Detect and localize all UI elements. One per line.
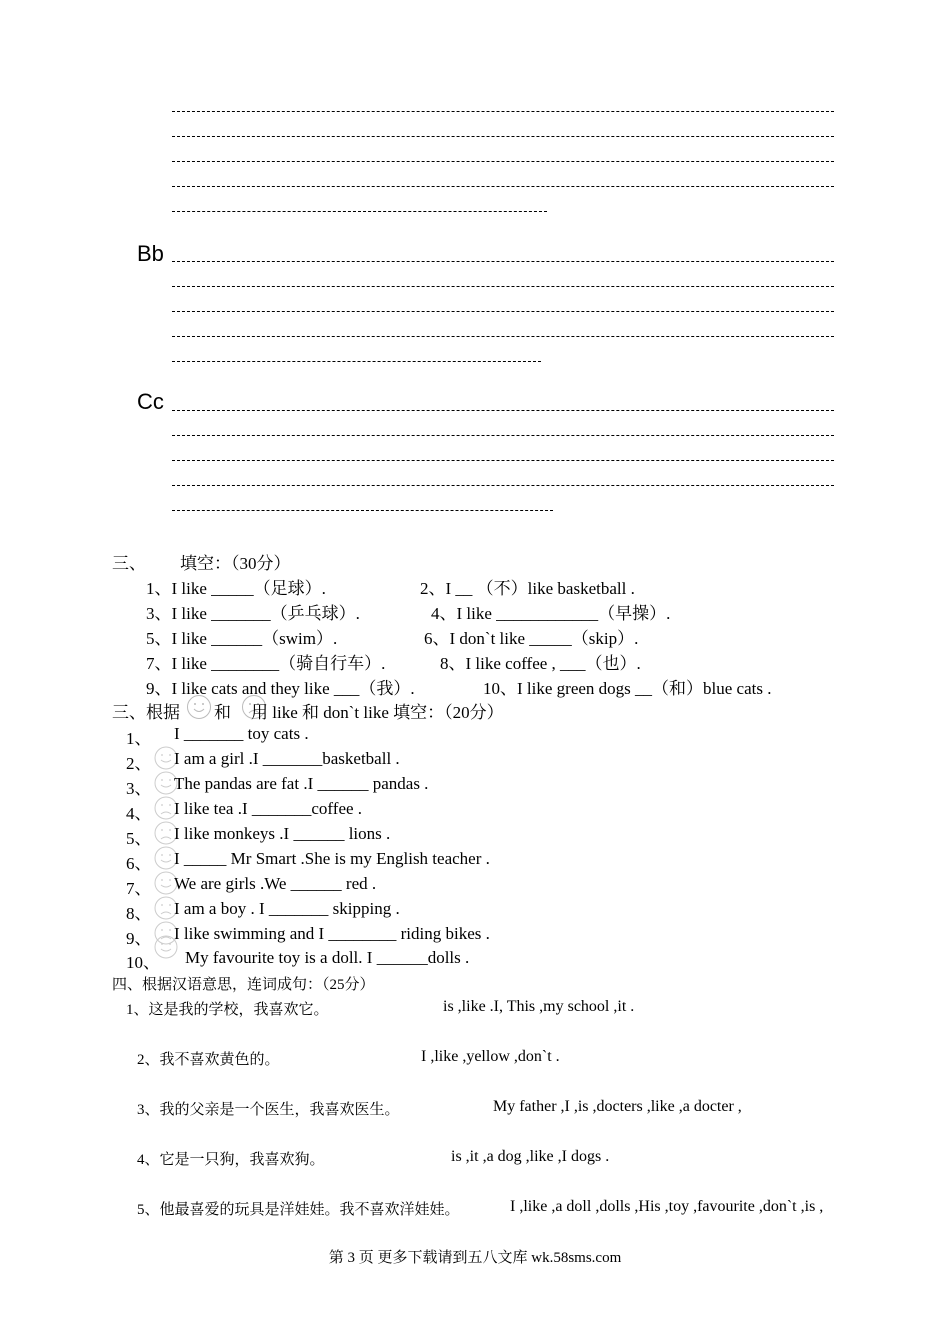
- faces-item-number: 4、: [126, 804, 152, 823]
- faces-item-text: I am a girl .I _______basketball .: [174, 749, 400, 768]
- faces-item-number: 10、: [126, 953, 160, 972]
- order-item-chinese: 4、它是一只狗，我喜欢狗。: [137, 1152, 325, 1168]
- fill-item: 2、I __ （不）like basketball .: [420, 579, 635, 598]
- faces-heading-part2: 和: [214, 703, 231, 722]
- faces-heading-part1: 三、根据: [112, 703, 180, 722]
- faces-item-text: My favourite toy is a doll. I ______dolls .: [185, 948, 470, 967]
- faces-heading-part3: 用 like 和 don`t like 填空：（20分）: [251, 703, 504, 722]
- fill-item: 7、I like ________（骑自行车）.: [146, 654, 386, 673]
- faces-item-text: I _______ toy cats .: [174, 724, 309, 743]
- fill-heading: 填空：（30分）: [180, 554, 291, 573]
- fill-heading-number: 三、: [112, 554, 146, 573]
- page-footer: 第 3 页 更多下载请到五八文库 wk.58sms.com: [328, 1250, 622, 1266]
- fill-item: 9、I like cats and they like ___（我）.: [146, 679, 415, 698]
- fill-item: 8、I like coffee , ___（也）.: [440, 654, 641, 673]
- faces-item-number: 7、: [126, 879, 152, 898]
- order-item-chinese: 5、他最喜爱的玩具是洋娃娃。我不喜欢洋娃娃。: [137, 1202, 460, 1218]
- order-item-chinese: 1、这是我的学校，我喜欢它。: [126, 1002, 329, 1018]
- smiley-face-icon: [186, 694, 212, 720]
- faces-item-text: I am a boy . I _______ skipping .: [174, 899, 400, 918]
- order-item-words: is ,it ,a dog ,like ,I dogs .: [451, 1148, 610, 1165]
- order-item-words: I ,like ,a doll ,dolls ,His ,toy ,favourite ,don`t ,is ,: [510, 1198, 824, 1215]
- faces-item-text: I like tea .I _______coffee .: [174, 799, 363, 818]
- fill-item: 6、I don`t like _____（skip）.: [424, 629, 639, 648]
- faces-item-number: 8、: [126, 904, 152, 923]
- order-item-words: My father ,I ,is ,docters ,like ,a docter ,: [493, 1098, 742, 1115]
- faces-item-text: I like monkeys .I ______ lions .: [174, 824, 391, 843]
- fill-item: 3、I like _______（乒乓球）.: [146, 604, 360, 623]
- faces-item-text: We are girls .We ______ red .: [174, 874, 377, 893]
- order-item-words: is ,like .I, This ,my school ,it .: [443, 998, 635, 1015]
- order-item-words: I ,like ,yellow ,don`t .: [421, 1048, 560, 1065]
- faces-item-text: The pandas are fat .I ______ pandas .: [174, 774, 429, 793]
- letter-bb: Bb: [137, 241, 164, 266]
- order-item-chinese: 2、我不喜欢黄色的。: [137, 1052, 280, 1068]
- faces-item-number: 3、: [126, 779, 152, 798]
- order-item-chinese: 3、我的父亲是一个医生，我喜欢医生。: [137, 1102, 400, 1118]
- order-heading: 四、根据汉语意思，连词成句：（25分）: [112, 977, 375, 993]
- fill-item: 4、I like ____________（早操）.: [431, 604, 671, 623]
- faces-item-number: 6、: [126, 854, 152, 873]
- fill-item: 1、I like _____（足球）.: [146, 579, 326, 598]
- faces-item-number: 9、: [126, 929, 152, 948]
- fill-item: 10、I like green dogs __（和）blue cats .: [483, 679, 772, 698]
- letter-cc: Cc: [137, 389, 164, 414]
- faces-item-number: 2、: [126, 754, 152, 773]
- fill-item: 5、I like ______（swim）.: [146, 629, 338, 648]
- faces-item-text: I _____ Mr Smart .She is my English teacher .: [174, 849, 490, 868]
- faces-item-text: I like swimming and I ________ riding bikes .: [174, 924, 490, 943]
- faces-item-number: 1、: [126, 729, 152, 748]
- faces-item-number: 5、: [126, 829, 152, 848]
